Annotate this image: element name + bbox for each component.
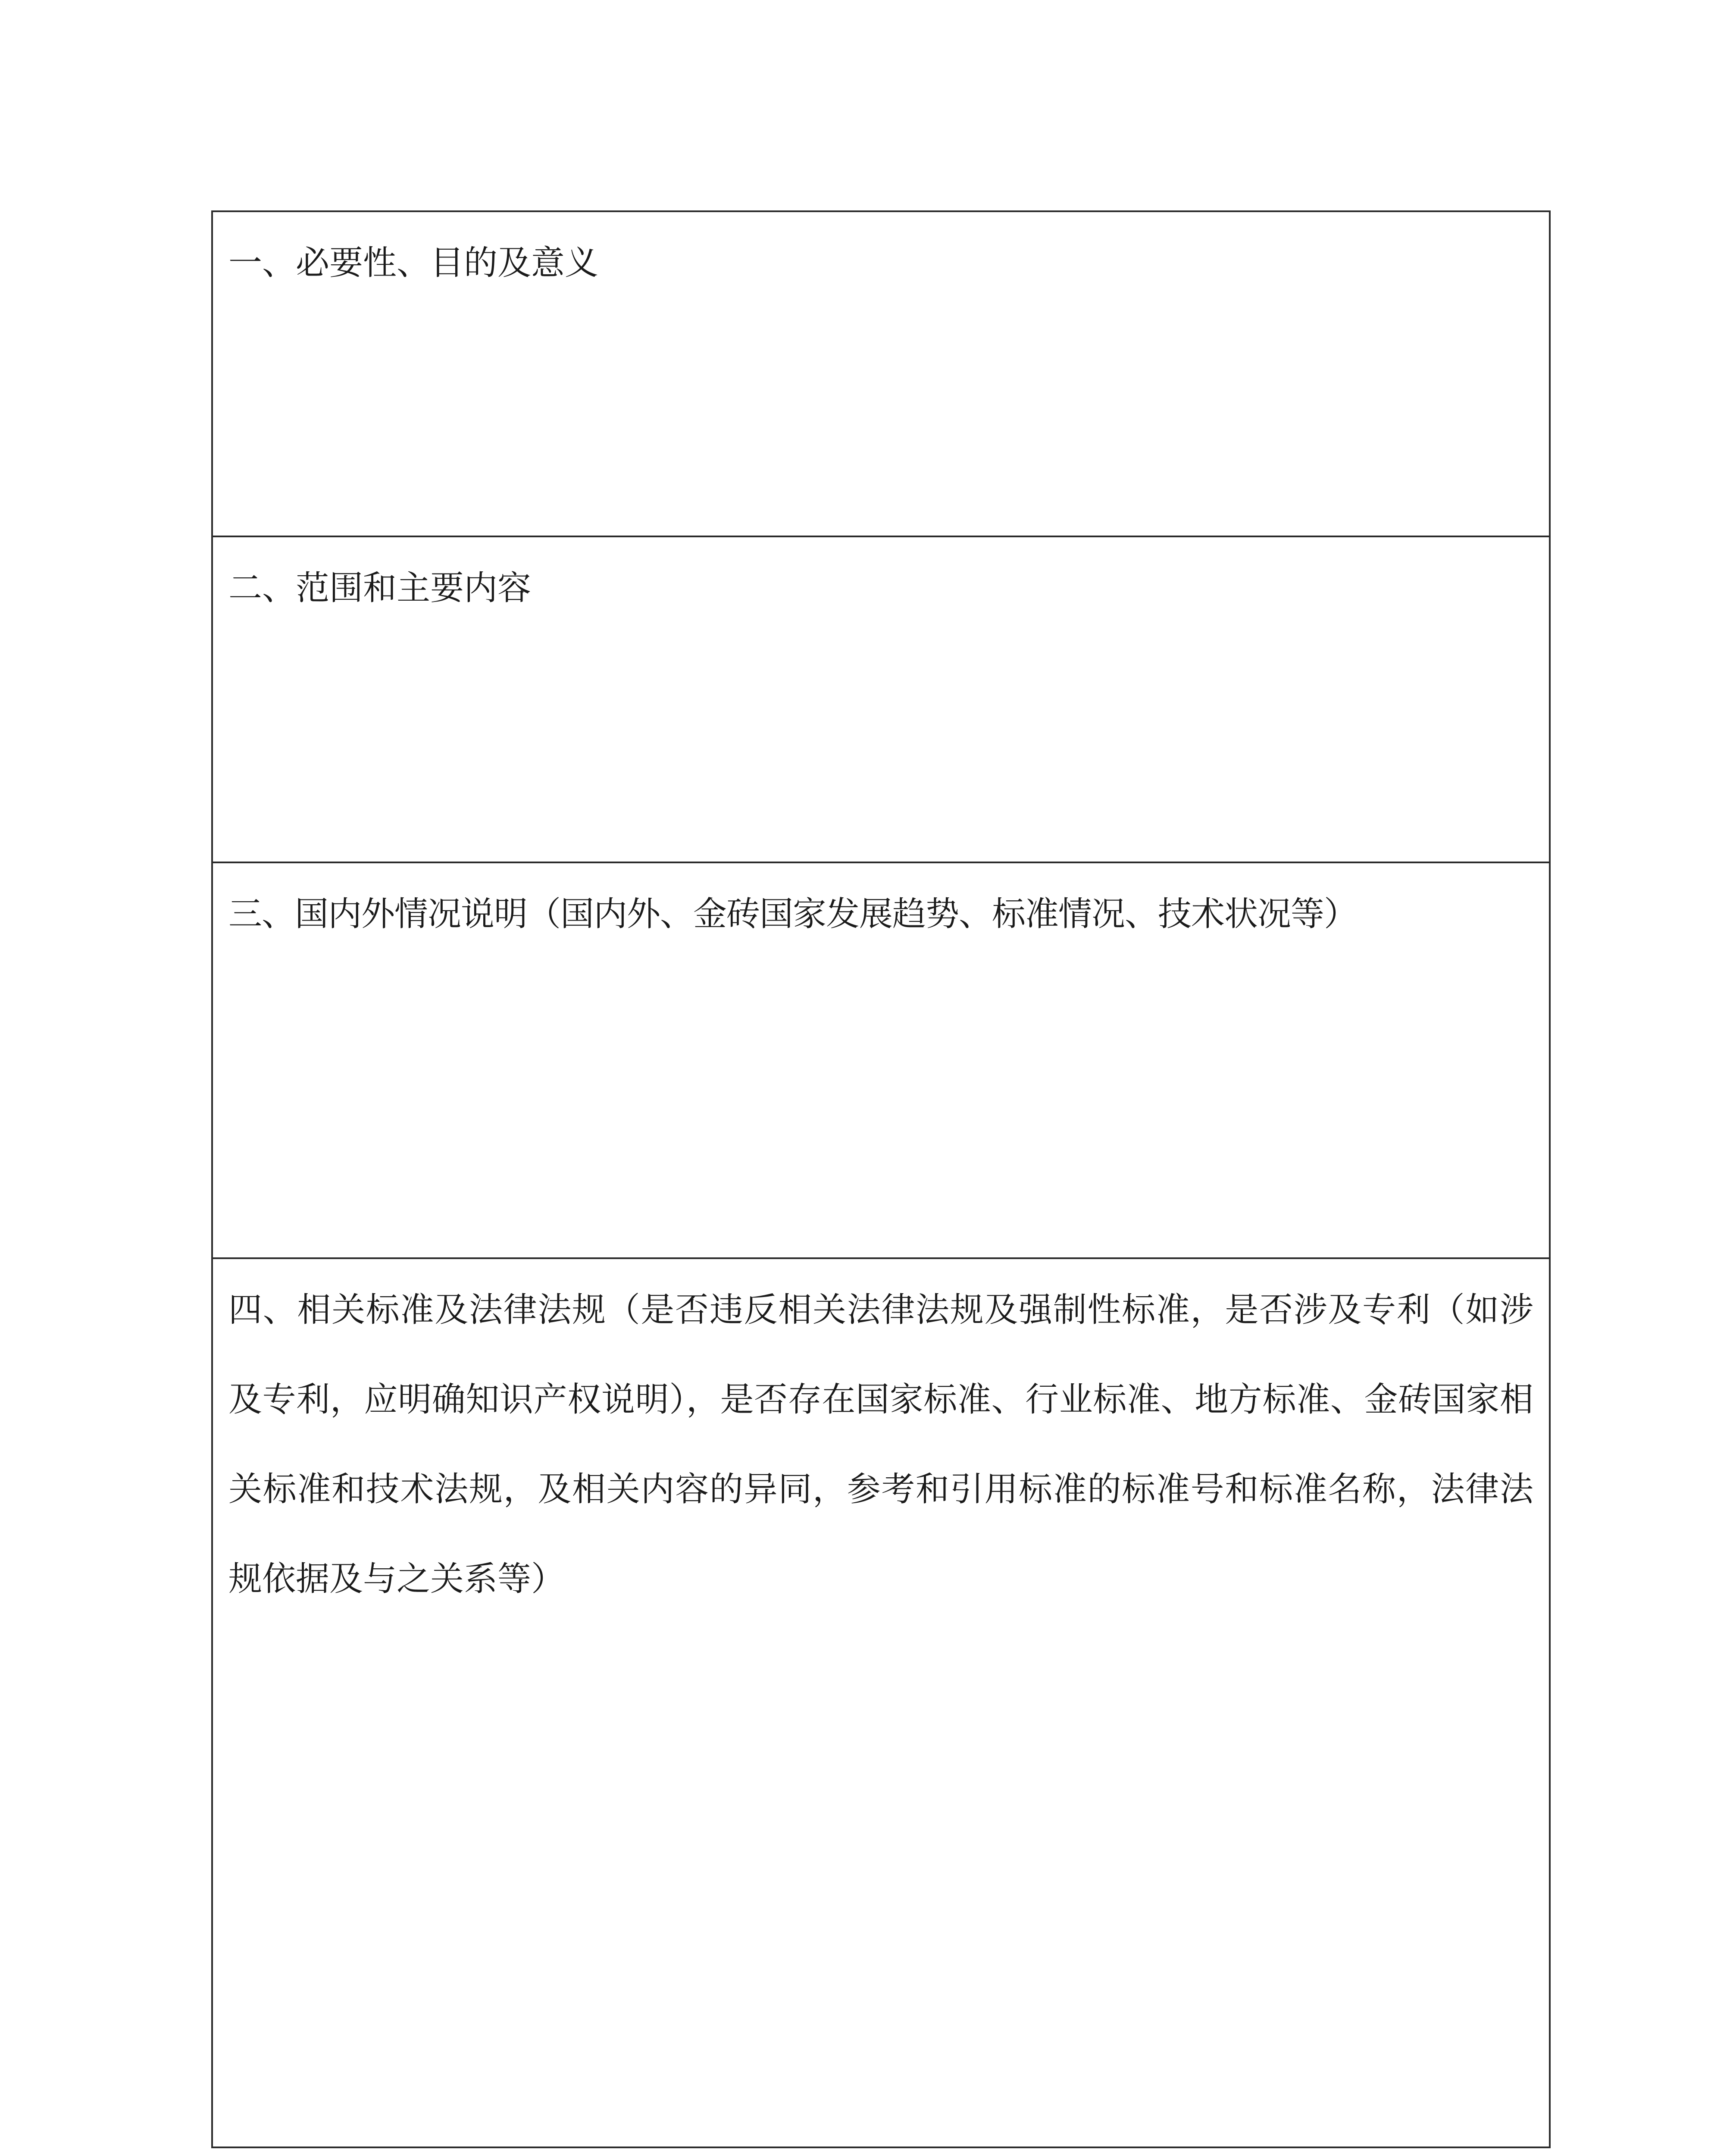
section-heading [228, 1265, 1533, 1624]
section-heading [228, 890, 1533, 938]
section-standards-laws [213, 1257, 1549, 2148]
section-necessity [213, 212, 1549, 536]
section-heading [228, 564, 1533, 612]
section-heading [228, 239, 1533, 287]
section-title: 一、必要性、目的及意义 [228, 244, 599, 282]
form-table [211, 210, 1551, 2148]
section-note: （是否违反相关法律法规及强制性标准，是否涉及专利（如涉及专利，应明确知识产权说明），是否存在国家标准、行业标准、地方标准、金砖国家相关标准和技术法规，及相关内容的异同，参考和引用标准的标准号和标准名称，法律法规依据及与之关系等） [228, 1291, 1533, 1598]
section-title: 三、国内外情况说明 [228, 895, 528, 934]
section-title: 二、范围和主要内容 [228, 569, 532, 608]
section-note: （国内外、金砖国家发展趋势、标准情况、技术状况等） [527, 895, 1358, 934]
section-scope [213, 536, 1549, 862]
section-domestic-foreign [213, 862, 1549, 1257]
section-title: 四、相关标准及法律法规 [228, 1291, 607, 1329]
